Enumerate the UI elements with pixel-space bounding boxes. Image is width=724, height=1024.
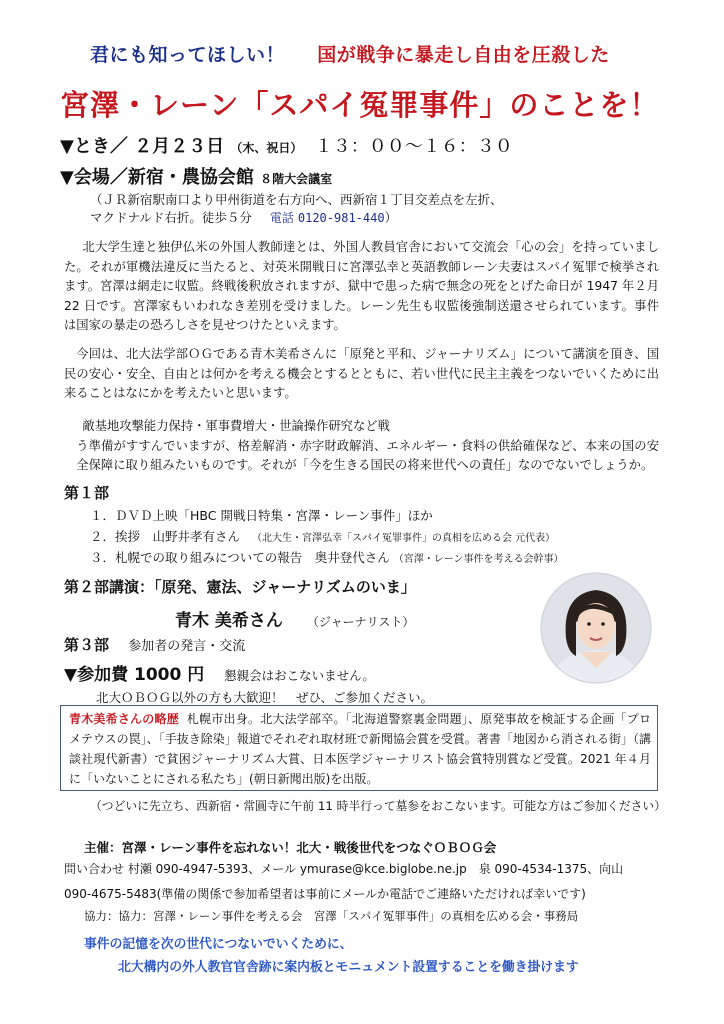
access-text: マクドナルド右折。徒歩５分 <box>90 210 252 225</box>
venue-label: ▼会場／新宿・農協会館 <box>60 167 254 188</box>
part1-title: 第１部 <box>64 484 110 502</box>
program-item-2-note: （北大生・宮澤弘幸「スパイ冤罪事件」の真相を広める会 元代表） <box>252 533 556 544</box>
body-paragraph-2: 今回は、北大法学部ＯＧである青木美希さんに「原発と平和、ジャーナリズム」について講演を頂き、国民の安心・安全、自由とは何かを考える機会とするとともに、若い世代に民主主義をつないでいくために出来ることはなにかを考えたいと思います。 <box>64 347 659 401</box>
tel-label: 電話 <box>269 211 294 225</box>
program-item-3-main: ３．札幌での取り組みについての報告 奥井登代さん <box>90 550 390 565</box>
call-to-action-2: 北大構内の外人教官官舎跡に案内板とモニュメント設置することを働き掛けます <box>118 960 579 975</box>
event-venue-row <box>60 163 332 189</box>
fee-note: 懇親会はおこないません。 <box>224 668 375 683</box>
program-item-3 <box>90 548 564 566</box>
program-item-1: １．ＤＶＤ上映「HBC 開戦日特集・宮澤・レーン事件」ほか <box>90 508 433 523</box>
welcome-line: 北大ＯＢＯＧ以外の方も大歓迎！ ぜひ、ご参加ください。 <box>96 690 434 705</box>
program-item-2 <box>90 527 555 545</box>
part2-title: 第２部講演：「原発、憲法、ジャーナリズムのいま」 <box>64 578 416 596</box>
speaker-photo <box>540 572 652 684</box>
event-day: （木、祝日） <box>230 141 303 155</box>
speaker-role: （ジャーナリスト） <box>306 615 415 629</box>
profile-box <box>60 705 658 791</box>
cooperation-line: 協力：協力：宮澤・レーン事件を考える会 宮澤「スパイ冤罪事件」の真相を広める会・事務局 <box>84 909 579 923</box>
venue-room: ８階大会議室 <box>260 172 333 186</box>
headline-line1 <box>90 40 610 67</box>
profile-text: 札幌市出身。北大法学部卒。「北海道警察裏金問題」、原発事故を検証する企画「プロメテウスの罠」、「手抜き除染」報道でそれぞれ取材班で新聞協会賞を受賞。著書「地図から消される街」（講談社現代新書）で貧困ジャーナリズム大賞、日本医学ジャーナリスト協会賞特別賞など受賞。2021 年４月に「いないことにされる私たち」(朝日新聞出版)を出版。 <box>69 712 651 786</box>
speaker-line <box>175 606 414 631</box>
body-paragraph-3 <box>64 417 659 476</box>
profile-label: 青木美希さんの略歴 <box>69 712 179 726</box>
event-time: １３：００〜１６：３０ <box>314 136 513 157</box>
body-paragraph-1: 北大学生達と独伊仏米の外国人教師達とは、外国人教員官舎において交流会「心の会」を持っていました。それが軍機法違反に当たると、対英米開戦日に宮澤弘幸と英語教師レーン夫妻はスパイ冤罪で検挙されます。宮澤は網走に収監。終戦後釈放されますが、獄中で患った病で無念の死をとげた命日が 1947 年２月 22 日です。宮澤家もいわれなき差別を受けました。レーン先生も収監後強制送還させられています。事件は国家の暴走の恐ろしさを見せつけたといえます。 <box>64 240 659 333</box>
call-to-action-1: 事件の記憶を次の世代につないでいくために、 <box>84 937 353 952</box>
event-date-row <box>60 132 513 158</box>
fee-amount: ▼参加費 1000 円 <box>64 665 205 685</box>
tel-number: 0120-981-440 <box>297 211 385 225</box>
headline-line2: 宮澤・レーン「スパイ冤罪事件」のことを！ <box>60 88 660 122</box>
when-label: ▼とき／ <box>60 136 128 157</box>
speaker-name: 青木 美希さん <box>175 611 283 631</box>
part3-title: 第３部 <box>64 636 110 654</box>
organizer-line: 主催：宮澤・レーン事件を忘れない！北大・戦後世代をつなぐＯＢＯＧ会 <box>84 840 497 855</box>
access-line1: （ＪＲ新宿駅南口より甲州街道を右方向へ、西新宿１丁目交差点を左折、 <box>90 192 503 207</box>
access-close: ） <box>384 210 398 225</box>
contact-line-1: 問い合わせ 村瀬 090-4947-5393、メール ymurase@kce.biglobe.ne.jp 泉 090-4534-1375、向山 <box>64 862 624 876</box>
body-paragraph-3a: 敵基地攻撃能力保持・軍事費増大・世論操作研究など戦 <box>82 419 390 433</box>
program-item-3-note: （宮澤・レーン事件を考える会幹事） <box>393 554 564 565</box>
part3-title-row <box>64 634 245 655</box>
headline-line1-b: 国が戦争に暴走し自由を圧殺した <box>317 44 610 66</box>
contact-line-2: 090-4675-5483(準備の関係で参加希望者は事前にメールか電話でご連絡いただければ幸いです) <box>64 887 586 901</box>
part3-subtitle: 参加者の発言・交流 <box>128 639 246 654</box>
body-paragraph-3b: う準備がすすんでいますが、格差解消・赤字財政解消、エネルギー・食料の供給確保など、本来の国の安全保障に取り組みたいものです。それが「今を生きる国民の将来世代への責任」なのでないでしょうか。 <box>76 438 659 473</box>
headline-line1-a: 君にも知ってほしい！ <box>90 44 286 66</box>
access-line2 <box>90 208 397 226</box>
fee-row <box>64 660 375 685</box>
grave-visit-note: （つどいに先立ち、西新宿・常圓寺に午前 11 時半行って墓参をおこないます。可能な方はご参加ください） <box>90 799 667 813</box>
program-item-2-main: ２．挨拶 山野井孝有さん <box>90 529 241 544</box>
event-date: ２月２３日 <box>134 136 225 157</box>
